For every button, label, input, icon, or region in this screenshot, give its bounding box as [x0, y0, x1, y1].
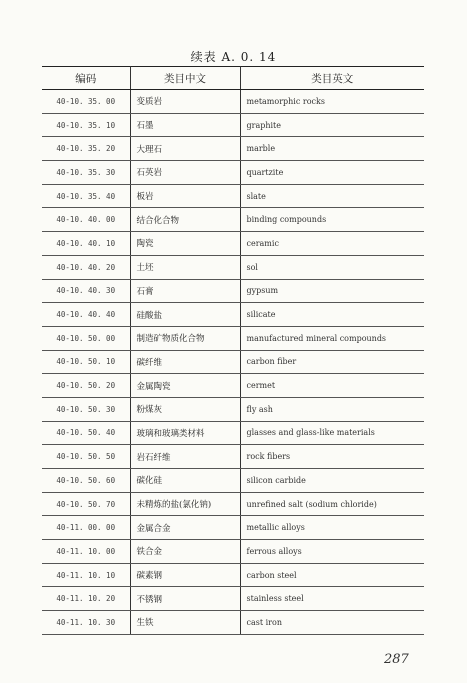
table-row: [42, 113, 424, 137]
table-row: [42, 137, 424, 161]
table-row: [42, 279, 424, 303]
header-en: 类目英文: [240, 67, 424, 90]
table-row: [42, 184, 424, 208]
cell-code: 40-11. 10. 30: [42, 611, 130, 635]
cell-code: 40-10. 35. 40: [42, 184, 130, 208]
cell-cn: 陶瓷: [130, 232, 240, 256]
header-code: 编码: [42, 67, 130, 90]
cell-cn: 制造矿物质化合物: [130, 326, 240, 350]
table-caption: 续表 A. 0. 14: [190, 50, 277, 64]
cell-code: 40-10. 50. 30: [42, 397, 130, 421]
page-number: 287: [384, 652, 409, 667]
cell-cn: 粉煤灰: [130, 397, 240, 421]
cell-code: 40-10. 50. 10: [42, 350, 130, 374]
header-row: [42, 67, 424, 90]
table-row: [42, 421, 424, 445]
cell-en: carbon steel: [240, 563, 424, 587]
table-row: [42, 587, 424, 611]
table-row: [42, 540, 424, 564]
table-row: [42, 445, 424, 469]
cell-cn: 变质岩: [130, 90, 240, 114]
cell-code: 40-10. 40. 30: [42, 279, 130, 303]
cell-cn: 大理石: [130, 137, 240, 161]
cell-en: marble: [240, 137, 424, 161]
cell-code: 40-11. 10. 00: [42, 540, 130, 564]
cell-code: 40-10. 35. 00: [42, 90, 130, 114]
table-row: [42, 303, 424, 327]
table-row: [42, 208, 424, 232]
table-body: [42, 90, 424, 635]
cell-en: ceramic: [240, 232, 424, 256]
cell-cn: 石墨: [130, 113, 240, 137]
table-row: [42, 255, 424, 279]
cell-cn: 碳素钢: [130, 563, 240, 587]
cell-en: silicon carbide: [240, 469, 424, 493]
cell-code: 40-10. 50. 40: [42, 421, 130, 445]
cell-en: binding compounds: [240, 208, 424, 232]
cell-code: 40-10. 35. 20: [42, 137, 130, 161]
cell-en: graphite: [240, 113, 424, 137]
cell-code: 40-10. 35. 10: [42, 113, 130, 137]
table-row: [42, 611, 424, 635]
table-row: [42, 374, 424, 398]
cell-en: slate: [240, 184, 424, 208]
cell-cn: 硅酸盐: [130, 303, 240, 327]
cell-en: carbon fiber: [240, 350, 424, 374]
cell-code: 40-11. 10. 10: [42, 563, 130, 587]
cell-cn: 不锈钢: [130, 587, 240, 611]
cell-cn: 金属合金: [130, 516, 240, 540]
table-row: [42, 161, 424, 185]
cell-code: 40-10. 50. 20: [42, 374, 130, 398]
cell-code: 40-10. 50. 70: [42, 492, 130, 516]
table-row: [42, 469, 424, 493]
cell-cn: 碳纤维: [130, 350, 240, 374]
table-row: [42, 563, 424, 587]
cell-code: 40-10. 50. 60: [42, 469, 130, 493]
cell-en: silicate: [240, 303, 424, 327]
cell-code: 40-11. 10. 20: [42, 587, 130, 611]
cell-en: glasses and glass-like materials: [240, 421, 424, 445]
cell-en: quartzite: [240, 161, 424, 185]
cell-en: metallic alloys: [240, 516, 424, 540]
category-table: [42, 66, 424, 635]
cell-cn: 碳化硅: [130, 469, 240, 493]
cell-code: 40-10. 35. 30: [42, 161, 130, 185]
cell-cn: 结合化合物: [130, 208, 240, 232]
table-row: [42, 350, 424, 374]
cell-en: fly ash: [240, 397, 424, 421]
cell-cn: 金属陶瓷: [130, 374, 240, 398]
header-cn: 类目中文: [130, 67, 240, 90]
cell-cn: 岩石纤维: [130, 445, 240, 469]
cell-cn: 铁合金: [130, 540, 240, 564]
cell-cn: 玻璃和玻璃类材料: [130, 421, 240, 445]
cell-en: rock fibers: [240, 445, 424, 469]
cell-en: unrefined salt (sodium chloride): [240, 492, 424, 516]
cell-code: 40-10. 40. 10: [42, 232, 130, 256]
cell-code: 40-10. 40. 00: [42, 208, 130, 232]
cell-cn: 板岩: [130, 184, 240, 208]
cell-code: 40-10. 50. 50: [42, 445, 130, 469]
table-row: [42, 326, 424, 350]
cell-en: cast iron: [240, 611, 424, 635]
table-row: [42, 397, 424, 421]
table-row: [42, 232, 424, 256]
cell-code: 40-10. 50. 00: [42, 326, 130, 350]
cell-cn: 土坯: [130, 255, 240, 279]
cell-cn: 石膏: [130, 279, 240, 303]
cell-cn: 未精炼的盐(氯化钠): [130, 492, 240, 516]
cell-code: 40-10. 40. 40: [42, 303, 130, 327]
cell-en: stainless steel: [240, 587, 424, 611]
table-row: [42, 516, 424, 540]
cell-cn: 石英岩: [130, 161, 240, 185]
cell-code: 40-11. 00. 00: [42, 516, 130, 540]
cell-en: gypsum: [240, 279, 424, 303]
table-row: [42, 492, 424, 516]
table-row: [42, 90, 424, 114]
cell-en: manufactured mineral compounds: [240, 326, 424, 350]
cell-cn: 生铁: [130, 611, 240, 635]
cell-code: 40-10. 40. 20: [42, 255, 130, 279]
cell-en: sol: [240, 255, 424, 279]
cell-en: ferrous alloys: [240, 540, 424, 564]
cell-en: metamorphic rocks: [240, 90, 424, 114]
cell-en: cermet: [240, 374, 424, 398]
